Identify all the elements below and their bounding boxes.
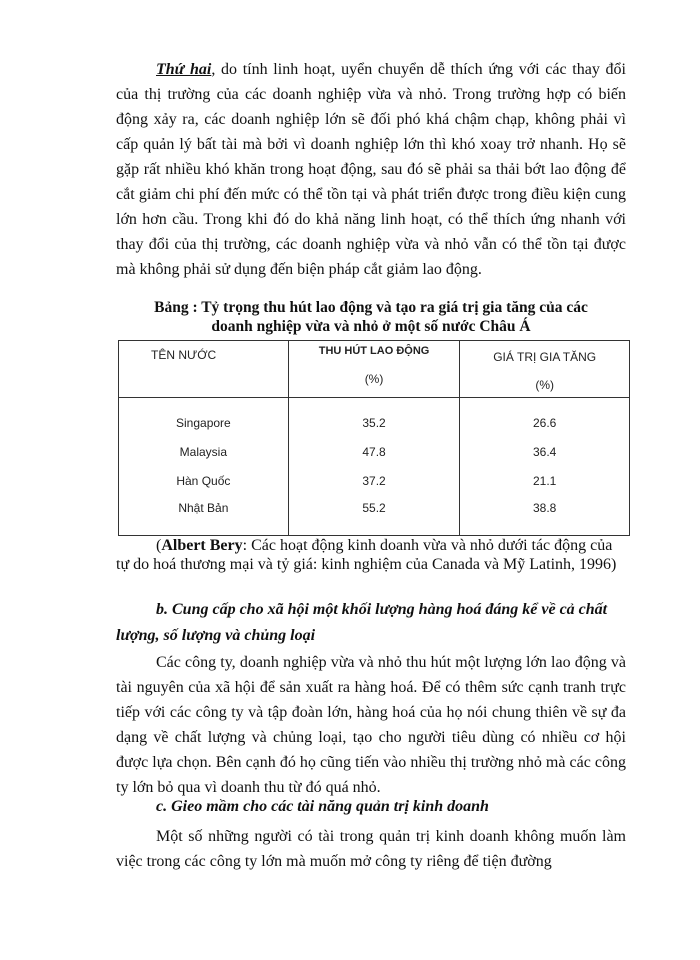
cell-country: Singapore bbox=[119, 398, 289, 438]
cell-value-added: 38.8 bbox=[460, 495, 630, 536]
source-text: : Các hoạt động kinh doanh vừa và nhỏ dưới tác động của tự do hoá thương mại và tỷ giá: kinh nghiệm của Canada và Mỹ Latinh, 1996) bbox=[116, 537, 617, 573]
header-labor bbox=[288, 341, 460, 398]
cell-value-added: 36.4 bbox=[460, 437, 630, 466]
table-row bbox=[119, 437, 630, 466]
header-labor-label: THU HÚT LAO ĐỘNG bbox=[318, 345, 430, 357]
source-open: ( bbox=[156, 537, 162, 554]
data-table bbox=[118, 340, 630, 536]
cell-value-added: 21.1 bbox=[460, 466, 630, 495]
section-c-heading: c. Gieo mầm cho các tài năng quản trị kinh doanh bbox=[156, 798, 489, 815]
cell-country: Malaysia bbox=[119, 437, 289, 466]
header-value-added-label: GIÁ TRỊ GIA TĂNG bbox=[493, 350, 597, 364]
section-b-paragraph: Các công ty, doanh nghiệp vừa và nhỏ thu hút một lượng lớn lao động và tài nguyên của xã hội để sản xuất ra hàng hoá. Để có thêm sức cạnh tranh trực tiếp với các công ty và tập đoàn lớn, hàng hoá của họ nói chung thiên về sự đa dạng về chất lượng và chủng loại, tạo cho người tiêu dùng có nhiều cơ hội được lựa chọn. Bên cạnh đó họ cũng tiến vào nhiều thị trường nhỏ mà các công ty lớn bỏ qua vì doanh thu từ đó quá nhỏ. bbox=[116, 654, 626, 796]
header-value-added-unit: (%) bbox=[535, 378, 554, 392]
cell-country: Nhật Bản bbox=[119, 495, 289, 536]
table-caption bbox=[116, 298, 626, 336]
section-b-heading: b. Cung cấp cho xã hội một khối lượng hàng hoá đáng kể về cả chất lượng, số lượng và chủng loại bbox=[116, 601, 608, 644]
table-row bbox=[119, 495, 630, 536]
header-value-added bbox=[460, 341, 630, 398]
cell-labor: 35.2 bbox=[288, 398, 460, 438]
paragraph-1 bbox=[116, 57, 626, 282]
header-country bbox=[119, 341, 289, 398]
table-source bbox=[116, 536, 626, 574]
table-header-row bbox=[119, 341, 630, 398]
table-caption-line-1: Bảng : Tỷ trọng thu hút lao động và tạo ra giá trị gia tăng của các bbox=[154, 299, 588, 316]
paragraph-1-lead: Thứ hai bbox=[156, 61, 212, 78]
table-caption-line-2: doanh nghiệp vừa và nhỏ ở một số nước Châu Á bbox=[211, 318, 531, 335]
cell-country: Hàn Quốc bbox=[119, 466, 289, 495]
cell-labor: 37.2 bbox=[288, 466, 460, 495]
table-row bbox=[119, 398, 630, 438]
cell-value-added: 26.6 bbox=[460, 398, 630, 438]
section-c-paragraph: Một số những người có tài trong quản trị kinh doanh không muốn làm việc trong các công ty lớn mà muốn mở công ty riêng để tiện đường bbox=[116, 828, 626, 870]
header-labor-unit: (%) bbox=[364, 372, 384, 386]
header-country-label: TÊN NƯỚC bbox=[151, 348, 217, 362]
source-author: Albert Bery bbox=[161, 537, 243, 554]
cell-labor: 55.2 bbox=[288, 495, 460, 536]
table-row bbox=[119, 466, 630, 495]
cell-labor: 47.8 bbox=[288, 437, 460, 466]
paragraph-1-text: , do tính linh hoạt, uyển chuyển dễ thích ứng với các thay đổi của thị trường của các doanh nghiệp vừa và nhỏ. Trong trường hợp có biến động xảy ra, các doanh nghiệp lớn sẽ đối phó khá chậm chạp, không phải vì cấp quản lý bất tài mà bởi vì doanh nghiệp lớn thì khó xoay trở nhanh. Họ sẽ gặp rất nhiều khó khăn trong hoạt động, sau đó sẽ phải sa thải bớt lao động để cắt giảm chi phí đến mức có thể tồn tại và phát triển được trong điều kiện cung lớn hơn cầu. Trong khi đó do khả năng linh hoạt, có thể thích ứng nhanh với thay đổi của thị trường, các doanh nghiệp vừa và nhỏ vẫn có thể tồn tại được mà không phải sử dụng đến biện pháp cắt giảm lao động. bbox=[116, 61, 626, 278]
